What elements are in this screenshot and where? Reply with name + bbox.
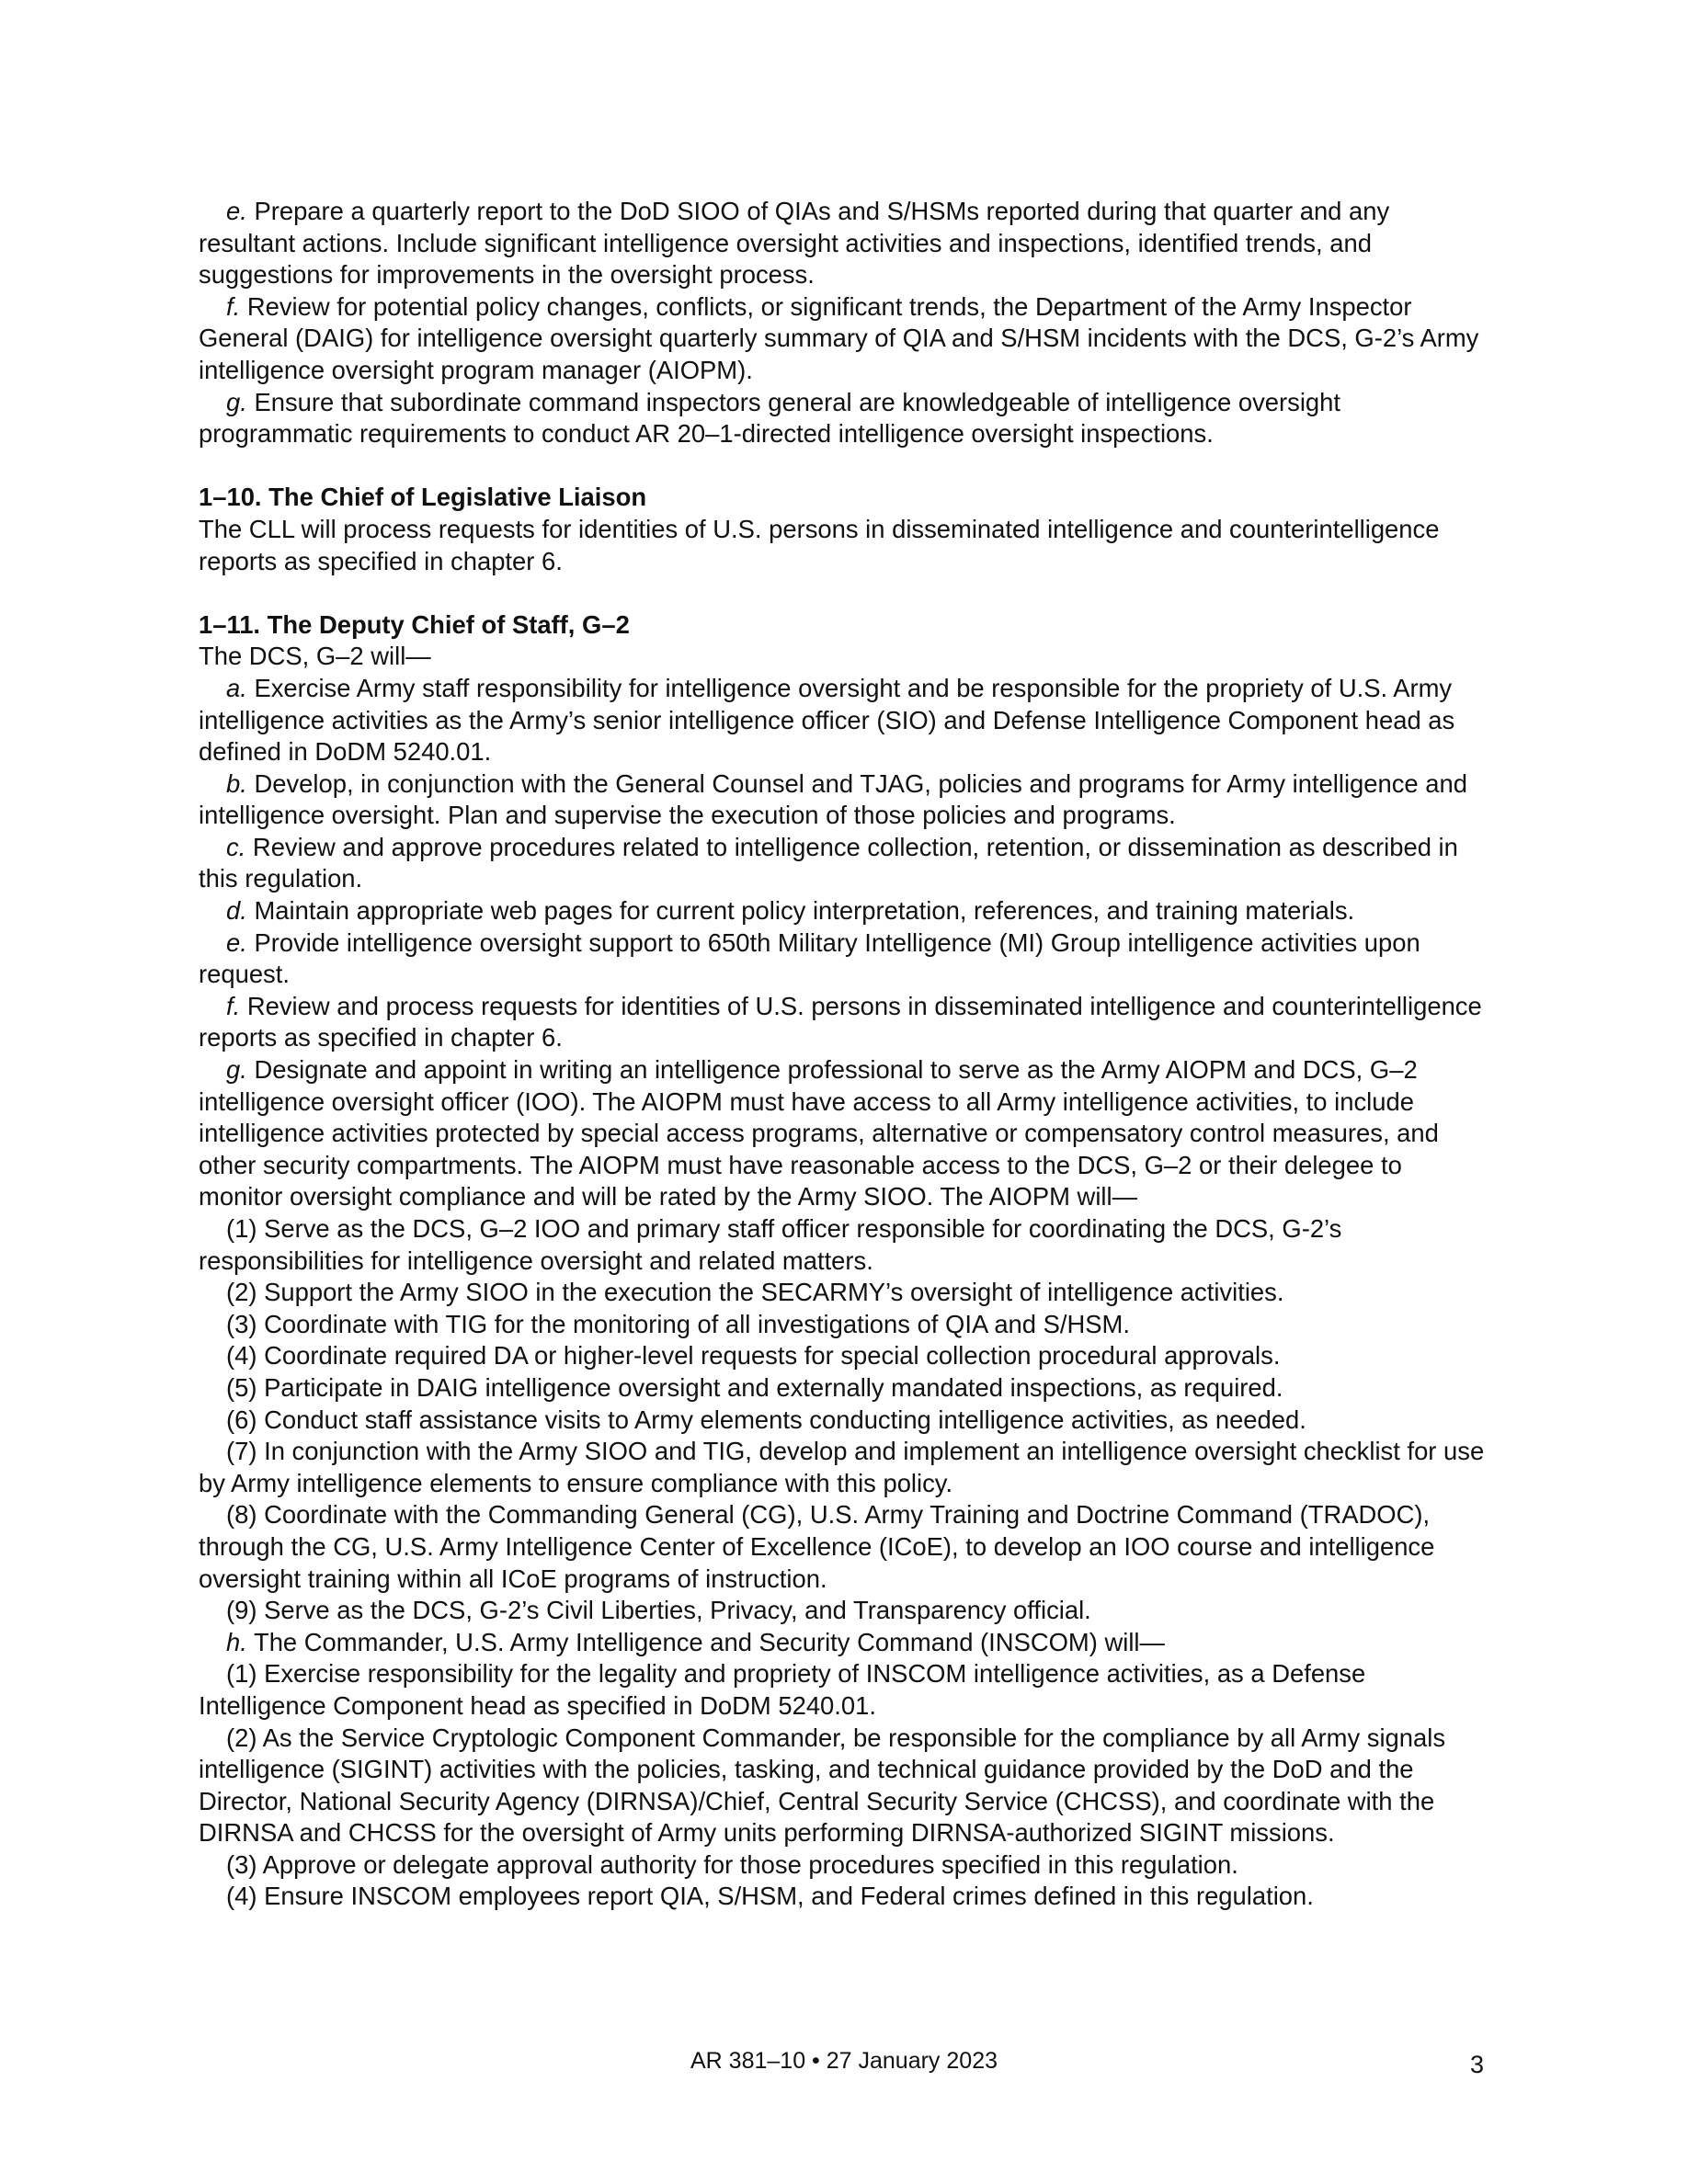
section-heading: 1–10. The Chief of Legislative Liaison: [199, 483, 647, 512]
item-letter: e.: [226, 927, 247, 957]
item-text: Ensure INSCOM employees report QIA, S/HSM, and Federal crimes defined in this regulation.: [257, 1882, 1314, 1911]
item-text: Review and process requests for identities of U.S. persons in disseminated intelligence and counterintelligence reports as specified in chapter 6.: [199, 991, 1482, 1052]
item-number: (1): [226, 1659, 257, 1689]
section-lead: The DCS, G–2 will—: [199, 642, 431, 671]
item-number: (4): [226, 1882, 257, 1911]
item-text: Designate and appoint in writing an intelligence professional to serve as the Army AIOPM and DCS, G–2 intelligence oversight officer (IOO). The AIOPM must have access to all Army intelligence activities, to include intelligence activities protected by special access programs, alternative or compensatory control measures, and other security compartments. The AIOPM must have reasonable access to the DCS, G–2 or their delegee to monitor oversight compliance and will be rated by the Army SIOO. The AIOPM will—: [199, 1055, 1439, 1211]
list-item: [199, 927, 1491, 991]
item-letter: c.: [226, 832, 246, 861]
page-number: 3: [1469, 2051, 1484, 2078]
list-item: [199, 832, 1491, 895]
item-letter: f.: [226, 291, 241, 321]
item-letter: g.: [226, 1055, 247, 1085]
item-letter: d.: [226, 896, 247, 926]
list-item: [199, 291, 1491, 387]
item-number: (8): [226, 1500, 257, 1530]
item-text: Coordinate with the Commanding General (CG), U.S. Army Training and Doctrine Command (TRADOC), through the CG, U.S. Army Intelligence Center of Excellence (ICoE), to develop an IOO course and intelligence oversight training within all ICoE programs of instruction.: [199, 1500, 1435, 1593]
item-letter: g.: [226, 387, 247, 416]
item-text: Maintain appropriate web pages for current policy interpretation, references, and training materials.: [246, 896, 1355, 926]
item-number: (3): [226, 1849, 257, 1879]
item-number: (2): [226, 1278, 257, 1307]
item-text: Approve or delegate approval authority for those procedures specified in this regulation.: [257, 1849, 1238, 1879]
numbered-item: [199, 1405, 1491, 1437]
list-item: [199, 768, 1491, 832]
numbered-item: [199, 1499, 1491, 1595]
section-body: The CLL will process requests for identities of U.S. persons in disseminated intelligence and counterintelligence reports as specified in chapter 6.: [199, 514, 1440, 575]
item-letter: e.: [226, 197, 247, 225]
numbered-item: [199, 1277, 1491, 1309]
item-letter: h.: [226, 1627, 247, 1656]
item-number: (3): [226, 1309, 257, 1338]
numbered-item: [199, 1881, 1491, 1913]
numbered-item: [199, 1436, 1491, 1499]
numbered-item: [199, 1658, 1491, 1722]
item-text: In conjunction with the Army SIOO and TIG, develop and implement an intelligence oversight checklist for use by Army intelligence elements to ensure compliance with this policy.: [199, 1437, 1485, 1497]
item-number: (7): [226, 1437, 257, 1466]
page-body: [199, 196, 1491, 1913]
item-letter: a.: [226, 673, 247, 702]
list-item: [199, 673, 1491, 768]
item-text: Serve as the DCS, G–2 IOO and primary staff officer responsible for coordinating the DCS, G-2’s responsibilities for intelligence oversight and related matters.: [199, 1214, 1342, 1275]
item-text: Coordinate with TIG for the monitoring of all investigations of QIA and S/HSM.: [257, 1309, 1130, 1338]
item-text: Participate in DAIG intelligence oversight and externally mandated inspections, as required.: [257, 1372, 1283, 1402]
item-text: Exercise Army staff responsibility for intelligence oversight and be responsible for the propriety of U.S. Army intelligence activities as the Army’s senior intelligence officer (SIO) and Defense Intelligence Component head as defined in DoDM 5240.01.: [199, 673, 1455, 767]
list-item: [199, 196, 1491, 291]
numbered-item: [199, 1849, 1491, 1882]
item-text: As the Service Cryptologic Component Commander, be responsible for the compliance by all Army signals intelligence (SIGINT) activities with the policies, tasking, and technical guidance provided by the DoD and the Director, National Security Agency (DIRNSA)/Chief, Central Security Service (CHCSS), and coordinate with the DIRNSA and CHCSS for the oversight of Army units performing DIRNSA-authorized SIGINT missions.: [199, 1723, 1446, 1848]
item-number: (4): [226, 1341, 257, 1371]
item-letter: f.: [226, 991, 241, 1020]
item-letter: b.: [226, 768, 247, 798]
list-item: [199, 1627, 1491, 1659]
item-text: Review and approve procedures related to intelligence collection, retention, or dissemination as described in this regulation.: [199, 832, 1458, 893]
item-number: (2): [226, 1723, 257, 1752]
item-number: (6): [226, 1405, 257, 1434]
numbered-item: [199, 1595, 1491, 1627]
item-number: (1): [226, 1214, 257, 1243]
item-number: (5): [226, 1372, 257, 1402]
item-text: The Commander, U.S. Army Intelligence and Security Command (INSCOM) will—: [246, 1627, 1165, 1656]
item-text: Prepare a quarterly report to the DoD SIOO of QIAs and S/HSMs reported during that quarter and any resultant actions. Include significant intelligence oversight activities and inspections, identified trends, and suggestions for improvements in the oversight process.: [199, 197, 1390, 290]
numbered-item: [199, 1340, 1491, 1372]
document-id: AR 381–10 • 27 January 2023: [690, 2048, 998, 2074]
item-text: Support the Army SIOO in the execution the SECARMY’s oversight of intelligence activities.: [257, 1278, 1284, 1307]
section-heading: 1–11. The Deputy Chief of Staff, G–2: [199, 609, 630, 639]
item-text: Coordinate required DA or higher-level requests for special collection procedural approvals.: [257, 1341, 1281, 1371]
numbered-item: [199, 1723, 1491, 1849]
numbered-item: [199, 1309, 1491, 1341]
item-number: (9): [226, 1596, 257, 1625]
list-item: [199, 895, 1491, 927]
numbered-item: [199, 1213, 1491, 1277]
item-text: Review for potential policy changes, conflicts, or significant trends, the Department of the Army Inspector General (DAIG) for intelligence oversight quarterly summary of QIA and S/HSM incidents with the DCS, G-2’s Army intelligence oversight program manager (AIOPM).: [199, 291, 1479, 384]
numbered-item: [199, 1372, 1491, 1405]
list-item: [199, 1054, 1491, 1213]
item-text: Ensure that subordinate command inspectors general are knowledgeable of intelligence oversight programmatic requirements to conduct AR 20–1-directed intelligence oversight inspections.: [199, 387, 1341, 449]
section-1-11: [199, 609, 1491, 1913]
item-text: Conduct staff assistance visits to Army elements conducting intelligence activities, as needed.: [257, 1405, 1306, 1434]
intro-items: [199, 196, 1491, 450]
item-text: Serve as the DCS, G-2’s Civil Liberties, Privacy, and Transparency official.: [257, 1596, 1091, 1625]
item-text: Exercise responsibility for the legality and propriety of INSCOM intelligence activities, as a Defense Intelligence Component head as specified in DoDM 5240.01.: [199, 1659, 1366, 1720]
list-item: [199, 387, 1491, 450]
item-text: Provide intelligence oversight support to 650th Military Intelligence (MI) Group intelligence activities upon request.: [199, 927, 1420, 989]
list-item: [199, 991, 1491, 1054]
section-1-10: [199, 482, 1491, 577]
item-text: Develop, in conjunction with the General Counsel and TJAG, policies and programs for Army intelligence and intelligence oversight. Plan and supervise the execution of those policies and programs.: [199, 768, 1467, 830]
